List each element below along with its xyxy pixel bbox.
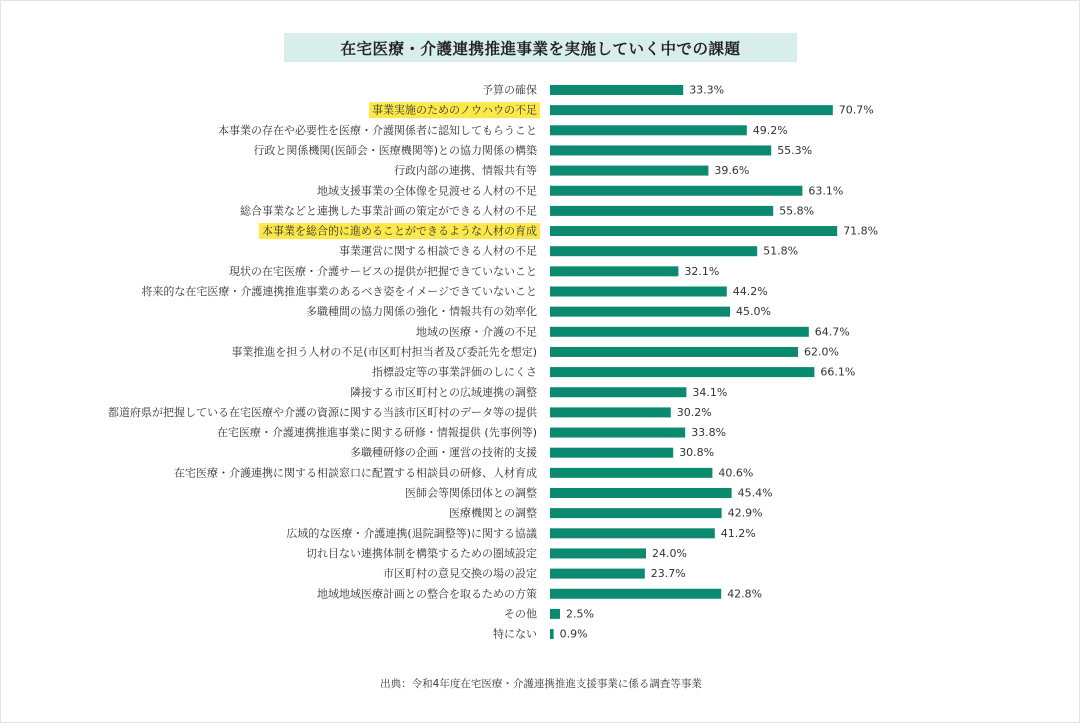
- value-label: 23.7%: [650, 567, 686, 581]
- category-label: 現状の在宅医療・介護サービスの提供が把握できていないこと: [229, 264, 537, 278]
- value-label: 55.3%: [777, 143, 813, 157]
- bar-row-26: [550, 589, 721, 599]
- value-label: 24.0%: [652, 546, 687, 560]
- bar-row-19: [550, 448, 673, 458]
- category-label: 本事業を総合的に進めることができるような人材の育成: [262, 224, 537, 238]
- category-label: 在宅医療・介護連携に関する相談窓口に配置する相談員の研修、人材育成: [174, 466, 537, 480]
- bar-row-11: [550, 287, 727, 297]
- category-label: 事業運営に関する相談できる人材の不足: [339, 244, 537, 258]
- source-note: 出典：令和4年度在宅医療・介護連携推進支援事業に係る調査等事業: [380, 678, 702, 690]
- bar-row-1: [550, 85, 683, 95]
- value-label: 33.8%: [691, 426, 727, 440]
- bar-row-20: [550, 468, 712, 478]
- value-label: 49.2%: [752, 123, 788, 137]
- bar-row-14: [550, 347, 798, 357]
- value-label: 40.6%: [718, 466, 754, 480]
- value-label: 0.9%: [559, 627, 588, 641]
- value-label: 30.8%: [679, 446, 715, 460]
- category-label: 将来的な在宅医療・介護連携推進事業のあるべき姿をイメージできていないこと: [141, 285, 537, 298]
- value-label: 44.2%: [732, 285, 768, 298]
- value-label: 55.8%: [779, 204, 815, 218]
- category-label: 予算の確保: [482, 83, 537, 97]
- category-label: 事業推進を担う人材の不足(市区町村担当者及び委託先を想定): [231, 345, 537, 359]
- bar-row-12: [550, 307, 730, 317]
- bar-row-9: [550, 246, 757, 256]
- category-label: 在宅医療・介護連携推進事業に関する研修・情報提供 (先事例等): [216, 426, 537, 440]
- category-label: 総合事業などと連携した事業計画の策定ができる人材の不足: [240, 204, 537, 218]
- category-label: 医療機関との調整: [449, 506, 537, 520]
- value-label: 33.3%: [689, 83, 725, 97]
- category-label: 地域の医療・介護の不足: [416, 325, 537, 339]
- bar-row-24: [550, 548, 646, 558]
- value-label: 30.2%: [676, 405, 712, 419]
- category-label: 特にない: [493, 627, 537, 641]
- category-label: 広域的な医療・介護連携(退院調整等)に関する協議: [286, 526, 537, 540]
- value-label: 45.4%: [737, 486, 773, 500]
- category-label: 医師会等関係団体との調整: [405, 486, 537, 500]
- bar-row-4: [550, 145, 771, 155]
- bar-row-27: [550, 609, 560, 619]
- category-label: 指標設定等の事業評価のしにくさ: [372, 365, 537, 379]
- category-label: 市区町村の意見交換の場の設定: [383, 567, 537, 581]
- bar-row-22: [550, 508, 722, 518]
- bar-row-13: [550, 327, 809, 337]
- bar-row-16: [550, 387, 686, 397]
- bar-row-15: [550, 367, 814, 377]
- bar-row-8: [550, 226, 837, 236]
- value-label: 66.1%: [820, 365, 856, 379]
- value-label: 42.9%: [727, 506, 763, 520]
- value-label: 42.8%: [727, 587, 763, 601]
- category-label: 隣接する市区町村との広域連携の調整: [350, 385, 537, 399]
- category-label: 地域地域医療計画との整合を取るための方策: [317, 587, 537, 601]
- chart-title: 在宅医療・介護連携推進事業を実施していく中での課題: [340, 39, 741, 58]
- category-label: 都道府県が把握している在宅医療や介護の資源に関する当該市区町村のデータ等の提供: [108, 405, 537, 419]
- value-label: 62.0%: [804, 345, 839, 359]
- bar-row-7: [550, 206, 773, 216]
- value-label: 32.1%: [684, 264, 720, 278]
- value-label: 34.1%: [692, 385, 728, 399]
- category-label: その他: [504, 607, 537, 621]
- category-label: 多職種間の協力関係の強化・情報共有の効率化: [306, 305, 537, 319]
- value-label: 45.0%: [736, 305, 771, 319]
- category-label: 事業実施のためのノウハウの不足: [372, 103, 537, 117]
- category-label: 行政と関係機関(医師会・医療機関等)との協力関係の構築: [253, 143, 537, 157]
- category-label: 地域支援事業の全体像を見渡せる人材の不足: [317, 184, 537, 198]
- category-label: 行政内部の連携、情報共有等: [394, 164, 537, 178]
- bar-row-18: [550, 428, 685, 438]
- value-label: 51.8%: [763, 244, 799, 258]
- value-label: 41.2%: [720, 526, 756, 540]
- value-label: 63.1%: [808, 184, 844, 198]
- category-label: 多職種研修の企画・運営の技術的支援: [350, 446, 537, 460]
- bar-row-23: [550, 528, 715, 538]
- bar-row-10: [550, 266, 678, 276]
- category-label: 切れ目ない連携体制を構築するための圏域設定: [306, 546, 537, 560]
- bar-row-28: [550, 629, 554, 639]
- value-label: 70.7%: [838, 103, 874, 117]
- bar-row-3: [550, 125, 747, 135]
- value-label: 64.7%: [814, 325, 850, 339]
- bar-row-2: [550, 105, 833, 115]
- bar-row-17: [550, 407, 671, 417]
- bar-row-25: [550, 569, 645, 579]
- category-label: 本事業の存在や必要性を医療・介護関係者に認知してもらうこと: [218, 123, 537, 137]
- bar-row-21: [550, 488, 732, 498]
- bar-row-6: [550, 186, 802, 196]
- value-label: 2.5%: [566, 607, 594, 621]
- value-label: 39.6%: [714, 164, 750, 178]
- bar-row-5: [550, 166, 708, 176]
- value-label: 71.8%: [843, 224, 879, 238]
